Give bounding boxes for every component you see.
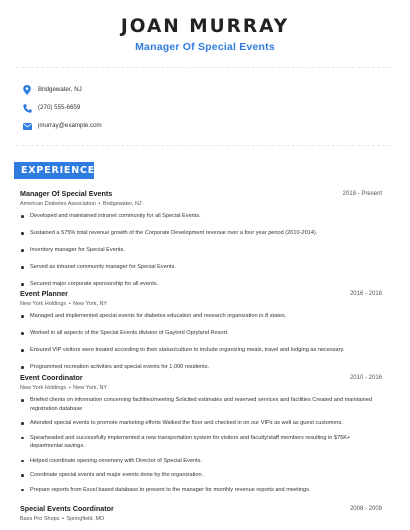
job-dates: 2008 - 2009 xyxy=(349,506,382,512)
bullet-item: Helped coordinate opening ceremony with Director of Special Events. xyxy=(20,457,382,466)
job-company: New York Holdings xyxy=(20,385,67,391)
contact-divider xyxy=(16,145,390,146)
bullet-item: Programmed recreation activities and special events for 1,000 residents. xyxy=(20,363,382,372)
job-title: Manager Of Special Events xyxy=(20,189,113,198)
bullet-item: Spearheaded and successfully implemented a new transportation system for visitors and faculty/staff members resulting in $75K+ departmental savings. xyxy=(20,434,382,451)
bullet-item: Served as intranet community manager for Special Events. xyxy=(20,263,382,272)
separator-dot: • xyxy=(67,385,73,391)
candidate-title: Manager Of Special Events xyxy=(135,41,275,53)
email-link[interactable]: jmurray@example.com xyxy=(38,122,102,129)
job-location: Springfield, MO xyxy=(66,516,105,522)
candidate-name: JOAN MURRAY xyxy=(120,16,290,37)
bullet-item: Sustained a 575% total revenue growth of the Corporate Development revenue over a four year period (2010-2014). xyxy=(20,229,382,238)
job-header xyxy=(20,504,382,514)
job-title: Event Coordinator xyxy=(20,373,83,382)
job-company-location xyxy=(20,384,382,392)
job-company-location xyxy=(20,300,382,308)
job-title: Event Planner xyxy=(20,289,68,298)
bullet-item: Briefed clients on information concerning facilities/meeting Solicited estimates and reserved services and facilities Created and maintained registration database xyxy=(20,396,382,413)
phone-text: (270) 555-6659 xyxy=(38,104,81,111)
contact-location xyxy=(22,84,82,96)
job-dates: 2010 - 2016 xyxy=(349,375,382,381)
job-location: New York, NY xyxy=(73,385,108,391)
bullet-item: Coordinate special events and major events done by the organization. xyxy=(20,471,382,480)
bullet-item: Managed and implemented special events for diabetes education and research organization in 8 states. xyxy=(20,312,382,321)
separator-dot: • xyxy=(60,516,66,522)
job-title: Special Events Coordinator xyxy=(20,504,114,513)
bullet-item: Prepare reports from Excel based database to present to the manager for monthly revenue reports and meetings. xyxy=(20,486,382,495)
bullet-item: Ensured VIP visitors were treated according to their status/culture to include organizing meals, travel and lodging as necessary. xyxy=(20,346,382,355)
contact-email xyxy=(22,120,102,132)
job-company: American Diabetes Association xyxy=(20,201,96,207)
contact-phone xyxy=(22,102,80,114)
header-divider xyxy=(16,67,390,68)
job-company: Bass Pro Shops xyxy=(20,516,60,522)
job-location: Bridgewater, NJ xyxy=(102,201,142,207)
job-entry xyxy=(20,289,382,372)
job-location: New York, NY xyxy=(73,301,108,307)
job-entry xyxy=(20,373,382,494)
phone-icon xyxy=(22,103,32,113)
experience-heading: EXPERIENCE xyxy=(14,162,94,179)
job-company-location xyxy=(20,200,382,208)
job-entry xyxy=(20,504,382,523)
bullet-item: Inventory manager for Special Events. xyxy=(20,246,382,255)
job-dates: 2016 - 2018 xyxy=(349,291,382,297)
map-pin-icon xyxy=(22,85,32,95)
job-company: New York Holdings xyxy=(20,301,67,307)
location-text: Bridgewater, NJ xyxy=(38,86,82,93)
bullet-item: Developed and maintained intranet community for all Special Events. xyxy=(20,212,382,221)
envelope-icon xyxy=(22,121,32,131)
job-bullets xyxy=(20,396,382,494)
resume-header xyxy=(0,16,410,54)
job-bullets xyxy=(20,312,382,372)
job-bullets xyxy=(20,212,382,289)
bullet-item: Worked in all aspects of the Special Events division of Gaylord Opryland Resort. xyxy=(20,329,382,338)
job-entry xyxy=(20,189,382,289)
job-header xyxy=(20,289,382,299)
separator-dot: • xyxy=(67,301,73,307)
job-company-location xyxy=(20,515,382,523)
job-header xyxy=(20,189,382,199)
bullet-item: Attended special events to promote marketing efforts Walked the floor and checked in on our VIPs as well as guest customers. xyxy=(20,419,382,428)
job-header xyxy=(20,373,382,383)
job-dates: 2018 - Present xyxy=(342,191,382,197)
bullet-item: Secured major corporate sponsorship for all events. xyxy=(20,280,382,289)
separator-dot: • xyxy=(96,201,102,207)
